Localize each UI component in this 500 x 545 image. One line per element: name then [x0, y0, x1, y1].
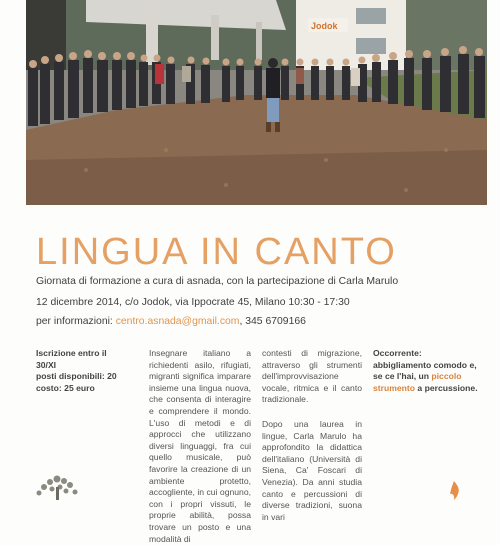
requirements-highlight: piccolo strumento: [373, 371, 462, 393]
requirements-suffix: a percussione.: [415, 382, 478, 393]
requirements-note: [373, 348, 479, 394]
description-para-2: Dopo una laurea in lingue, Carla Marulo ha approfondito la didattica dell'italiano (Università di Siena, Ca' Foscari di Venezia). Da anni studia canto e percussioni di diverse tradizioni, suona in vari: [262, 418, 362, 522]
info-label: per informazioni:: [36, 316, 116, 327]
phone-number: , 345 6709166: [239, 316, 306, 327]
photo-illustration: [26, 0, 487, 205]
header-photo: [26, 0, 487, 205]
description-text: Insegnare italiano a richiedenti asilo, rifugiati, migranti significa imparare insieme una lingua nuova, che consenta di interagire e comprendere il mondo. L'uso di metodi e di approcci che utilizzano diversi linguaggi, fra cui quello musicale, può favorire la creazione di un ambiente protetto, accogliente, in cui ognuno, con i propri vissuti, le proprie abilità, possa trovare un posto e una modalità di: [149, 348, 251, 544]
flame-logo-icon: [446, 480, 462, 505]
email-link[interactable]: centro.asnada@gmail.com: [115, 316, 240, 327]
event-title: LINGUA IN CANTO: [36, 231, 397, 273]
event-date-location: 12 dicembre 2014, c/o Jodok, via Ippocrate 45, Milano 10:30 - 17:30: [36, 297, 350, 308]
registration-info: [36, 348, 128, 394]
description-para-1: contesti di migrazione, attraverso gli strumenti dell'improvvisazione vocale, ritmica e il canto tradizionale.: [262, 348, 362, 405]
available-seats: posti disponibili: 20: [36, 371, 117, 382]
registration-deadline: Iscrizione entro il 30/XI: [36, 348, 107, 370]
requirements-prefix: Occorrente: abbigliamento comodo e, se ce l'hai, un: [373, 348, 477, 382]
svg-text:Jodok: Jodok: [311, 21, 338, 31]
event-subtitle: Giornata di formazione a cura di asnada, con la partecipazione di Carla Marulo: [36, 276, 399, 287]
cost: costo: 25 euro: [36, 382, 95, 393]
description-column-2: [262, 348, 362, 536]
contact-info: [36, 316, 306, 327]
tree-logo-icon: [30, 473, 86, 505]
